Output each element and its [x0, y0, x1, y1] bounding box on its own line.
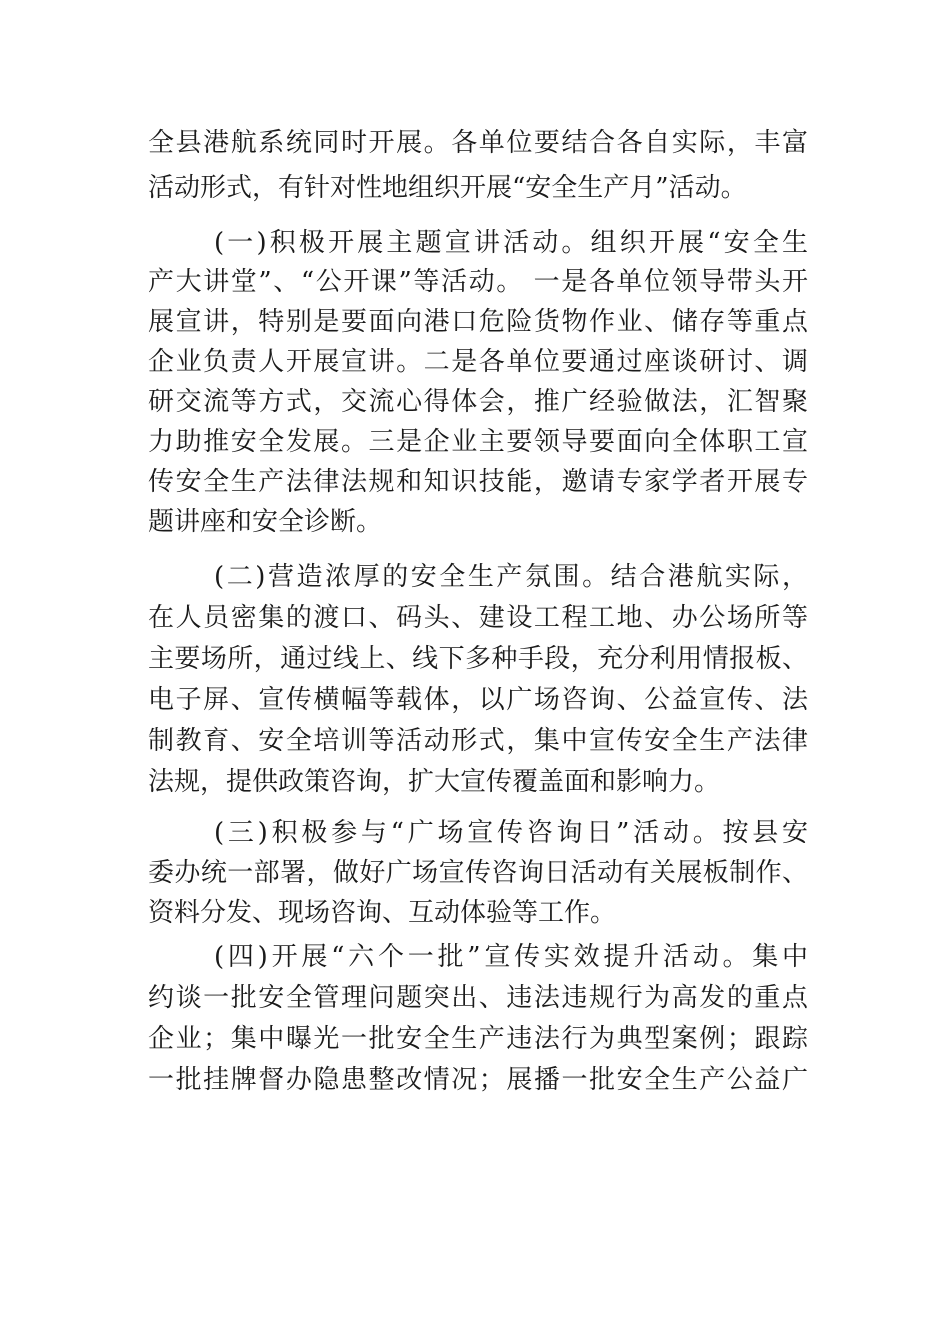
text-line: 在人员密集的渡口、码头、建设工程工地、办公场所等: [148, 603, 808, 633]
text-line: 委办统一部署，做好广场宣传咨询日活动有关展板制作、: [148, 858, 808, 888]
text-line: 全县港航系统同时开展。各单位要结合各自实际，丰富: [148, 128, 808, 158]
text-line: 资料分发、现场咨询、互动体验等工作。: [148, 898, 617, 928]
paragraph-heading-1: (一)积极开展主题宣讲活动。组织开展“安全生: [214, 228, 808, 258]
text-line: 主要场所，通过线上、线下多种手段，充分利用情报板、: [148, 644, 808, 674]
text-line: 展宣讲，特别是要面向港口危险货物作业、储存等重点: [148, 307, 808, 337]
text-line: 一批挂牌督办隐患整改情况；展播一批安全生产公益广: [148, 1065, 808, 1095]
paragraph-heading-3: (三)积极参与“广场宣传咨询日”活动。按县安: [214, 818, 808, 848]
text-line: 企业；集中曝光一批安全生产违法行为典型案例；跟踪: [148, 1024, 808, 1054]
text-line: 电子屏、宣传横幅等载体，以广场咨询、公益宣传、法: [148, 685, 808, 715]
paragraph-heading-2: (二)营造浓厚的安全生产氛围。结合港航实际，: [214, 562, 808, 592]
text-line: 制教育、安全培训等活动形式，集中宣传安全生产法律: [148, 726, 808, 756]
paragraph-heading-4: (四)开展“六个一批”宣传实效提升活动。集中: [214, 942, 808, 972]
text-line: 力助推安全发展。三是企业主要领导要面向全体职工宣: [148, 427, 808, 457]
text-line: 活动形式，有针对性地组织开展“安全生产月”活动。: [148, 173, 747, 203]
text-line: 约谈一批安全管理问题突出、违法违规行为高发的重点: [148, 983, 808, 1013]
text-line: 研交流等方式，交流心得体会，推广经验做法，汇智聚: [148, 387, 808, 417]
text-line: 传安全生产法律法规和知识技能，邀请专家学者开展专: [148, 467, 808, 497]
text-line: 企业负责人开展宣讲。二是各单位要通过座谈研讨、调: [148, 347, 808, 377]
text-line: 产大讲堂”、“公开课”等活动。 一是各单位领导带头开: [148, 267, 808, 297]
text-line: 题讲座和安全诊断。: [148, 507, 383, 537]
text-line: 法规，提供政策咨询，扩大宣传覆盖面和影响力。: [148, 767, 721, 797]
